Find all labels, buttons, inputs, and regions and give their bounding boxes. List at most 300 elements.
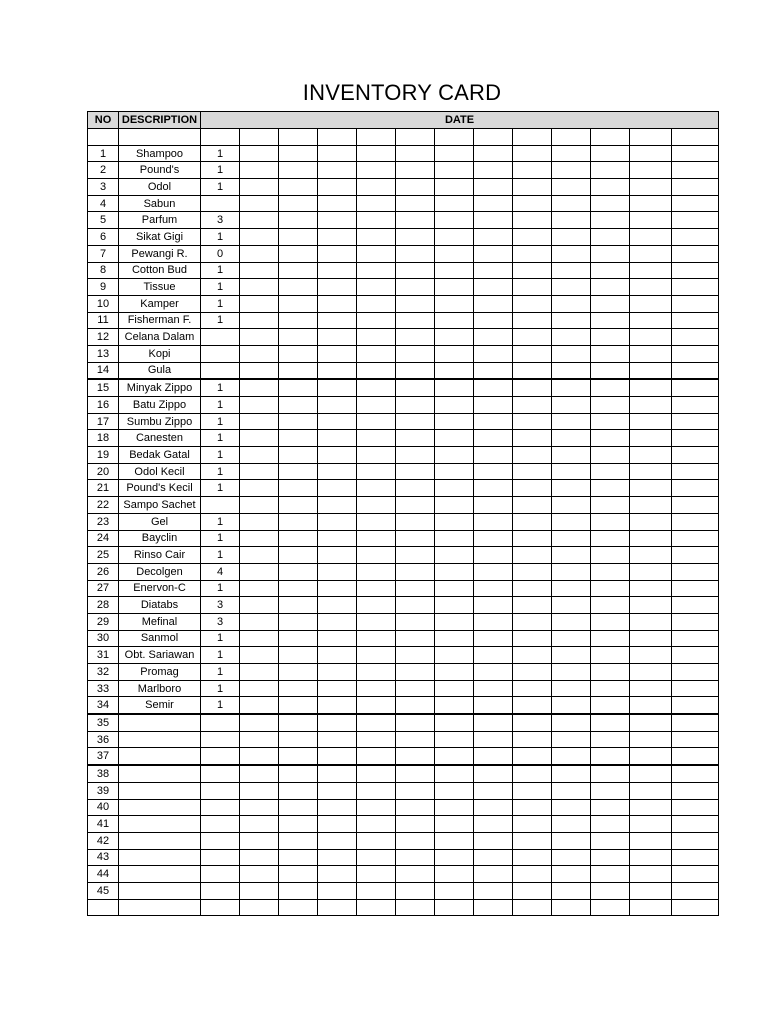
row-description[interactable]: Batu Zippo bbox=[119, 397, 201, 414]
row-description[interactable]: Semir bbox=[119, 697, 201, 714]
count-cell[interactable] bbox=[513, 866, 552, 883]
count-cell[interactable] bbox=[357, 447, 396, 464]
count-cell[interactable] bbox=[240, 866, 279, 883]
row-description[interactable] bbox=[119, 849, 201, 866]
count-cell[interactable] bbox=[513, 580, 552, 597]
count-cell[interactable] bbox=[357, 647, 396, 664]
row-quantity[interactable] bbox=[201, 731, 240, 748]
row-quantity[interactable] bbox=[201, 882, 240, 899]
count-cell[interactable] bbox=[279, 413, 318, 430]
count-cell[interactable] bbox=[552, 714, 591, 731]
count-cell[interactable] bbox=[240, 782, 279, 799]
count-cell[interactable] bbox=[435, 530, 474, 547]
count-cell[interactable] bbox=[672, 647, 719, 664]
count-cell[interactable] bbox=[630, 413, 672, 430]
count-cell[interactable] bbox=[279, 748, 318, 765]
count-cell[interactable] bbox=[240, 882, 279, 899]
count-cell[interactable] bbox=[630, 447, 672, 464]
count-cell[interactable] bbox=[279, 782, 318, 799]
count-cell[interactable] bbox=[396, 463, 435, 480]
count-cell[interactable] bbox=[279, 563, 318, 580]
count-cell[interactable] bbox=[396, 480, 435, 497]
count-cell[interactable] bbox=[552, 530, 591, 547]
row-description[interactable]: Sumbu Zippo bbox=[119, 413, 201, 430]
row-quantity[interactable]: 1 bbox=[201, 530, 240, 547]
count-cell[interactable] bbox=[552, 480, 591, 497]
row-quantity[interactable] bbox=[201, 782, 240, 799]
count-cell[interactable] bbox=[474, 329, 513, 346]
count-cell[interactable] bbox=[240, 229, 279, 246]
count-cell[interactable] bbox=[240, 714, 279, 731]
row-description[interactable]: Minyak Zippo bbox=[119, 379, 201, 396]
count-cell[interactable] bbox=[279, 816, 318, 833]
count-cell[interactable] bbox=[672, 680, 719, 697]
count-cell[interactable] bbox=[279, 212, 318, 229]
count-cell[interactable] bbox=[240, 547, 279, 564]
count-cell[interactable] bbox=[474, 262, 513, 279]
count-cell[interactable] bbox=[357, 714, 396, 731]
count-cell[interactable] bbox=[474, 647, 513, 664]
count-cell[interactable] bbox=[552, 765, 591, 782]
count-cell[interactable] bbox=[357, 245, 396, 262]
count-cell[interactable] bbox=[357, 162, 396, 179]
count-cell[interactable] bbox=[318, 697, 357, 714]
count-cell[interactable] bbox=[318, 413, 357, 430]
count-cell[interactable] bbox=[552, 731, 591, 748]
count-cell[interactable] bbox=[552, 697, 591, 714]
count-cell[interactable] bbox=[435, 245, 474, 262]
count-cell[interactable] bbox=[630, 162, 672, 179]
count-cell[interactable] bbox=[435, 697, 474, 714]
count-cell[interactable] bbox=[552, 430, 591, 447]
count-cell[interactable] bbox=[357, 882, 396, 899]
count-cell[interactable] bbox=[474, 714, 513, 731]
count-cell[interactable] bbox=[435, 597, 474, 614]
count-cell[interactable] bbox=[396, 748, 435, 765]
count-cell[interactable] bbox=[672, 329, 719, 346]
count-cell[interactable] bbox=[552, 816, 591, 833]
count-cell[interactable] bbox=[672, 866, 719, 883]
date-cell[interactable] bbox=[591, 129, 630, 146]
count-cell[interactable] bbox=[435, 295, 474, 312]
count-cell[interactable] bbox=[318, 397, 357, 414]
count-cell[interactable] bbox=[591, 799, 630, 816]
count-cell[interactable] bbox=[357, 397, 396, 414]
count-cell[interactable] bbox=[591, 680, 630, 697]
count-cell[interactable] bbox=[435, 647, 474, 664]
count-cell[interactable] bbox=[279, 397, 318, 414]
row-quantity[interactable] bbox=[201, 714, 240, 731]
count-cell[interactable] bbox=[435, 329, 474, 346]
count-cell[interactable] bbox=[630, 849, 672, 866]
count-cell[interactable] bbox=[240, 212, 279, 229]
count-cell[interactable] bbox=[396, 179, 435, 196]
count-cell[interactable] bbox=[672, 816, 719, 833]
count-cell[interactable] bbox=[435, 630, 474, 647]
count-cell[interactable] bbox=[474, 664, 513, 681]
count-cell[interactable] bbox=[591, 480, 630, 497]
count-cell[interactable] bbox=[240, 447, 279, 464]
row-quantity[interactable]: 4 bbox=[201, 563, 240, 580]
count-cell[interactable] bbox=[357, 832, 396, 849]
date-cell[interactable] bbox=[318, 129, 357, 146]
count-cell[interactable] bbox=[357, 497, 396, 514]
count-cell[interactable] bbox=[279, 647, 318, 664]
count-cell[interactable] bbox=[240, 362, 279, 379]
count-cell[interactable] bbox=[396, 882, 435, 899]
row-quantity[interactable]: 1 bbox=[201, 447, 240, 464]
count-cell[interactable] bbox=[591, 329, 630, 346]
count-cell[interactable] bbox=[318, 816, 357, 833]
count-cell[interactable] bbox=[630, 179, 672, 196]
count-cell[interactable] bbox=[591, 832, 630, 849]
row-description[interactable]: Mefinal bbox=[119, 613, 201, 630]
count-cell[interactable] bbox=[240, 279, 279, 296]
count-cell[interactable] bbox=[474, 430, 513, 447]
row-description[interactable]: Pound's bbox=[119, 162, 201, 179]
count-cell[interactable] bbox=[630, 882, 672, 899]
count-cell[interactable] bbox=[672, 245, 719, 262]
count-cell[interactable] bbox=[318, 447, 357, 464]
count-cell[interactable] bbox=[672, 513, 719, 530]
row-quantity[interactable]: 3 bbox=[201, 212, 240, 229]
count-cell[interactable] bbox=[396, 765, 435, 782]
count-cell[interactable] bbox=[279, 832, 318, 849]
count-cell[interactable] bbox=[435, 731, 474, 748]
count-cell[interactable] bbox=[591, 295, 630, 312]
count-cell[interactable] bbox=[552, 866, 591, 883]
count-cell[interactable] bbox=[591, 497, 630, 514]
count-cell[interactable] bbox=[240, 530, 279, 547]
count-cell[interactable] bbox=[435, 345, 474, 362]
count-cell[interactable] bbox=[630, 430, 672, 447]
count-cell[interactable] bbox=[474, 563, 513, 580]
count-cell[interactable] bbox=[474, 245, 513, 262]
count-cell[interactable] bbox=[591, 597, 630, 614]
count-cell[interactable] bbox=[591, 899, 630, 916]
count-cell[interactable] bbox=[435, 547, 474, 564]
count-cell[interactable] bbox=[435, 497, 474, 514]
date-cell[interactable] bbox=[240, 129, 279, 146]
count-cell[interactable] bbox=[240, 195, 279, 212]
row-description[interactable] bbox=[119, 765, 201, 782]
count-cell[interactable] bbox=[318, 179, 357, 196]
row-quantity[interactable]: 1 bbox=[201, 279, 240, 296]
count-cell[interactable] bbox=[318, 866, 357, 883]
count-cell[interactable] bbox=[672, 580, 719, 597]
count-cell[interactable] bbox=[396, 413, 435, 430]
count-cell[interactable] bbox=[435, 613, 474, 630]
row-description[interactable]: Marlboro bbox=[119, 680, 201, 697]
row-description[interactable] bbox=[119, 714, 201, 731]
count-cell[interactable] bbox=[630, 816, 672, 833]
count-cell[interactable] bbox=[396, 782, 435, 799]
row-description[interactable]: Shampoo bbox=[119, 145, 201, 162]
count-cell[interactable] bbox=[630, 782, 672, 799]
date-cell[interactable] bbox=[396, 129, 435, 146]
count-cell[interactable] bbox=[357, 413, 396, 430]
count-cell[interactable] bbox=[435, 362, 474, 379]
count-cell[interactable] bbox=[318, 882, 357, 899]
count-cell[interactable] bbox=[513, 312, 552, 329]
count-cell[interactable] bbox=[279, 513, 318, 530]
date-cell[interactable] bbox=[201, 129, 240, 146]
count-cell[interactable] bbox=[240, 397, 279, 414]
row-description[interactable]: Enervon-C bbox=[119, 580, 201, 597]
count-cell[interactable] bbox=[318, 245, 357, 262]
count-cell[interactable] bbox=[357, 513, 396, 530]
count-cell[interactable] bbox=[240, 513, 279, 530]
count-cell[interactable] bbox=[552, 379, 591, 396]
count-cell[interactable] bbox=[513, 647, 552, 664]
count-cell[interactable] bbox=[591, 212, 630, 229]
count-cell[interactable] bbox=[513, 345, 552, 362]
count-cell[interactable] bbox=[474, 731, 513, 748]
row-quantity[interactable]: 1 bbox=[201, 413, 240, 430]
count-cell[interactable] bbox=[435, 480, 474, 497]
count-cell[interactable] bbox=[240, 329, 279, 346]
row-description[interactable]: Rinso Cair bbox=[119, 547, 201, 564]
count-cell[interactable] bbox=[630, 530, 672, 547]
row-description[interactable] bbox=[119, 748, 201, 765]
count-cell[interactable] bbox=[591, 580, 630, 597]
count-cell[interactable] bbox=[513, 480, 552, 497]
count-cell[interactable] bbox=[318, 229, 357, 246]
date-cell[interactable] bbox=[435, 129, 474, 146]
row-description[interactable] bbox=[119, 731, 201, 748]
count-cell[interactable] bbox=[474, 882, 513, 899]
count-cell[interactable] bbox=[474, 195, 513, 212]
count-cell[interactable] bbox=[552, 597, 591, 614]
count-cell[interactable] bbox=[318, 379, 357, 396]
count-cell[interactable] bbox=[474, 179, 513, 196]
count-cell[interactable] bbox=[435, 413, 474, 430]
count-cell[interactable] bbox=[552, 463, 591, 480]
count-cell[interactable] bbox=[357, 613, 396, 630]
count-cell[interactable] bbox=[672, 563, 719, 580]
count-cell[interactable] bbox=[591, 345, 630, 362]
count-cell[interactable] bbox=[591, 547, 630, 564]
count-cell[interactable] bbox=[591, 447, 630, 464]
row-quantity[interactable]: 1 bbox=[201, 397, 240, 414]
date-cell[interactable] bbox=[630, 129, 672, 146]
count-cell[interactable] bbox=[630, 832, 672, 849]
count-cell[interactable] bbox=[672, 882, 719, 899]
count-cell[interactable] bbox=[513, 413, 552, 430]
count-cell[interactable] bbox=[357, 379, 396, 396]
count-cell[interactable] bbox=[630, 463, 672, 480]
count-cell[interactable] bbox=[591, 145, 630, 162]
count-cell[interactable] bbox=[474, 816, 513, 833]
count-cell[interactable] bbox=[552, 229, 591, 246]
count-cell[interactable] bbox=[240, 312, 279, 329]
count-cell[interactable] bbox=[240, 413, 279, 430]
count-cell[interactable] bbox=[435, 447, 474, 464]
count-cell[interactable] bbox=[474, 229, 513, 246]
count-cell[interactable] bbox=[357, 782, 396, 799]
count-cell[interactable] bbox=[630, 563, 672, 580]
count-cell[interactable] bbox=[630, 664, 672, 681]
count-cell[interactable] bbox=[474, 295, 513, 312]
count-cell[interactable] bbox=[240, 630, 279, 647]
row-quantity[interactable] bbox=[201, 497, 240, 514]
count-cell[interactable] bbox=[396, 329, 435, 346]
count-cell[interactable] bbox=[630, 279, 672, 296]
count-cell[interactable] bbox=[435, 849, 474, 866]
count-cell[interactable] bbox=[357, 563, 396, 580]
count-cell[interactable] bbox=[672, 530, 719, 547]
row-quantity[interactable] bbox=[201, 195, 240, 212]
count-cell[interactable] bbox=[552, 195, 591, 212]
count-cell[interactable] bbox=[552, 212, 591, 229]
row-description[interactable]: Celana Dalam bbox=[119, 329, 201, 346]
row-quantity[interactable]: 1 bbox=[201, 630, 240, 647]
row-description[interactable]: Tissue bbox=[119, 279, 201, 296]
count-cell[interactable] bbox=[474, 447, 513, 464]
count-cell[interactable] bbox=[357, 580, 396, 597]
count-cell[interactable] bbox=[591, 362, 630, 379]
count-cell[interactable] bbox=[318, 162, 357, 179]
row-quantity[interactable] bbox=[201, 748, 240, 765]
count-cell[interactable] bbox=[396, 397, 435, 414]
count-cell[interactable] bbox=[591, 413, 630, 430]
row-description[interactable]: Odol Kecil bbox=[119, 463, 201, 480]
row-quantity[interactable]: 3 bbox=[201, 613, 240, 630]
count-cell[interactable] bbox=[240, 430, 279, 447]
count-cell[interactable] bbox=[552, 497, 591, 514]
count-cell[interactable] bbox=[591, 430, 630, 447]
count-cell[interactable] bbox=[396, 279, 435, 296]
count-cell[interactable] bbox=[318, 799, 357, 816]
count-cell[interactable] bbox=[357, 547, 396, 564]
row-quantity[interactable]: 0 bbox=[201, 245, 240, 262]
count-cell[interactable] bbox=[396, 680, 435, 697]
count-cell[interactable] bbox=[357, 145, 396, 162]
count-cell[interactable] bbox=[672, 430, 719, 447]
count-cell[interactable] bbox=[672, 597, 719, 614]
count-cell[interactable] bbox=[396, 447, 435, 464]
count-cell[interactable] bbox=[474, 212, 513, 229]
count-cell[interactable] bbox=[474, 697, 513, 714]
count-cell[interactable] bbox=[513, 613, 552, 630]
count-cell[interactable] bbox=[552, 447, 591, 464]
count-cell[interactable] bbox=[591, 279, 630, 296]
count-cell[interactable] bbox=[474, 480, 513, 497]
count-cell[interactable] bbox=[474, 547, 513, 564]
count-cell[interactable] bbox=[318, 580, 357, 597]
count-cell[interactable] bbox=[357, 279, 396, 296]
count-cell[interactable] bbox=[552, 563, 591, 580]
count-cell[interactable] bbox=[672, 413, 719, 430]
count-cell[interactable] bbox=[279, 849, 318, 866]
row-description[interactable]: Pound's Kecil bbox=[119, 480, 201, 497]
count-cell[interactable] bbox=[240, 245, 279, 262]
count-cell[interactable] bbox=[672, 480, 719, 497]
count-cell[interactable] bbox=[435, 680, 474, 697]
count-cell[interactable] bbox=[630, 547, 672, 564]
count-cell[interactable] bbox=[318, 748, 357, 765]
count-cell[interactable] bbox=[318, 664, 357, 681]
count-cell[interactable] bbox=[396, 245, 435, 262]
row-quantity[interactable] bbox=[201, 345, 240, 362]
count-cell[interactable] bbox=[396, 714, 435, 731]
count-cell[interactable] bbox=[240, 262, 279, 279]
count-cell[interactable] bbox=[513, 329, 552, 346]
count-cell[interactable] bbox=[240, 463, 279, 480]
count-cell[interactable] bbox=[279, 664, 318, 681]
count-cell[interactable] bbox=[474, 497, 513, 514]
count-cell[interactable] bbox=[318, 513, 357, 530]
count-cell[interactable] bbox=[279, 799, 318, 816]
count-cell[interactable] bbox=[591, 714, 630, 731]
row-quantity[interactable] bbox=[201, 329, 240, 346]
row-description[interactable]: Bedak Gatal bbox=[119, 447, 201, 464]
count-cell[interactable] bbox=[630, 714, 672, 731]
count-cell[interactable] bbox=[435, 229, 474, 246]
count-cell[interactable] bbox=[396, 212, 435, 229]
count-cell[interactable] bbox=[513, 379, 552, 396]
count-cell[interactable] bbox=[396, 497, 435, 514]
count-cell[interactable] bbox=[513, 162, 552, 179]
count-cell[interactable] bbox=[630, 680, 672, 697]
count-cell[interactable] bbox=[591, 179, 630, 196]
row-description[interactable]: Gel bbox=[119, 513, 201, 530]
count-cell[interactable] bbox=[318, 563, 357, 580]
count-cell[interactable] bbox=[318, 613, 357, 630]
count-cell[interactable] bbox=[513, 145, 552, 162]
count-cell[interactable] bbox=[240, 580, 279, 597]
count-cell[interactable] bbox=[435, 262, 474, 279]
count-cell[interactable] bbox=[357, 849, 396, 866]
count-cell[interactable] bbox=[630, 480, 672, 497]
count-cell[interactable] bbox=[357, 212, 396, 229]
row-description[interactable] bbox=[119, 832, 201, 849]
count-cell[interactable] bbox=[279, 630, 318, 647]
date-cell[interactable] bbox=[552, 129, 591, 146]
count-cell[interactable] bbox=[318, 362, 357, 379]
count-cell[interactable] bbox=[630, 397, 672, 414]
count-cell[interactable] bbox=[279, 580, 318, 597]
count-cell[interactable] bbox=[474, 362, 513, 379]
count-cell[interactable] bbox=[240, 162, 279, 179]
count-cell[interactable] bbox=[435, 799, 474, 816]
count-cell[interactable] bbox=[318, 530, 357, 547]
count-cell[interactable] bbox=[552, 580, 591, 597]
row-quantity[interactable]: 1 bbox=[201, 145, 240, 162]
count-cell[interactable] bbox=[672, 212, 719, 229]
date-cell[interactable] bbox=[672, 129, 719, 146]
count-cell[interactable] bbox=[513, 630, 552, 647]
row-quantity[interactable]: 1 bbox=[201, 430, 240, 447]
count-cell[interactable] bbox=[513, 563, 552, 580]
count-cell[interactable] bbox=[591, 647, 630, 664]
count-cell[interactable] bbox=[672, 849, 719, 866]
count-cell[interactable] bbox=[630, 262, 672, 279]
count-cell[interactable] bbox=[279, 480, 318, 497]
count-cell[interactable] bbox=[591, 262, 630, 279]
count-cell[interactable] bbox=[672, 832, 719, 849]
count-cell[interactable] bbox=[630, 731, 672, 748]
count-cell[interactable] bbox=[318, 547, 357, 564]
row-description[interactable]: Parfum bbox=[119, 212, 201, 229]
count-cell[interactable] bbox=[630, 899, 672, 916]
count-cell[interactable] bbox=[279, 229, 318, 246]
row-quantity[interactable]: 1 bbox=[201, 480, 240, 497]
row-description[interactable]: Odol bbox=[119, 179, 201, 196]
count-cell[interactable] bbox=[552, 882, 591, 899]
count-cell[interactable] bbox=[552, 899, 591, 916]
count-cell[interactable] bbox=[396, 799, 435, 816]
